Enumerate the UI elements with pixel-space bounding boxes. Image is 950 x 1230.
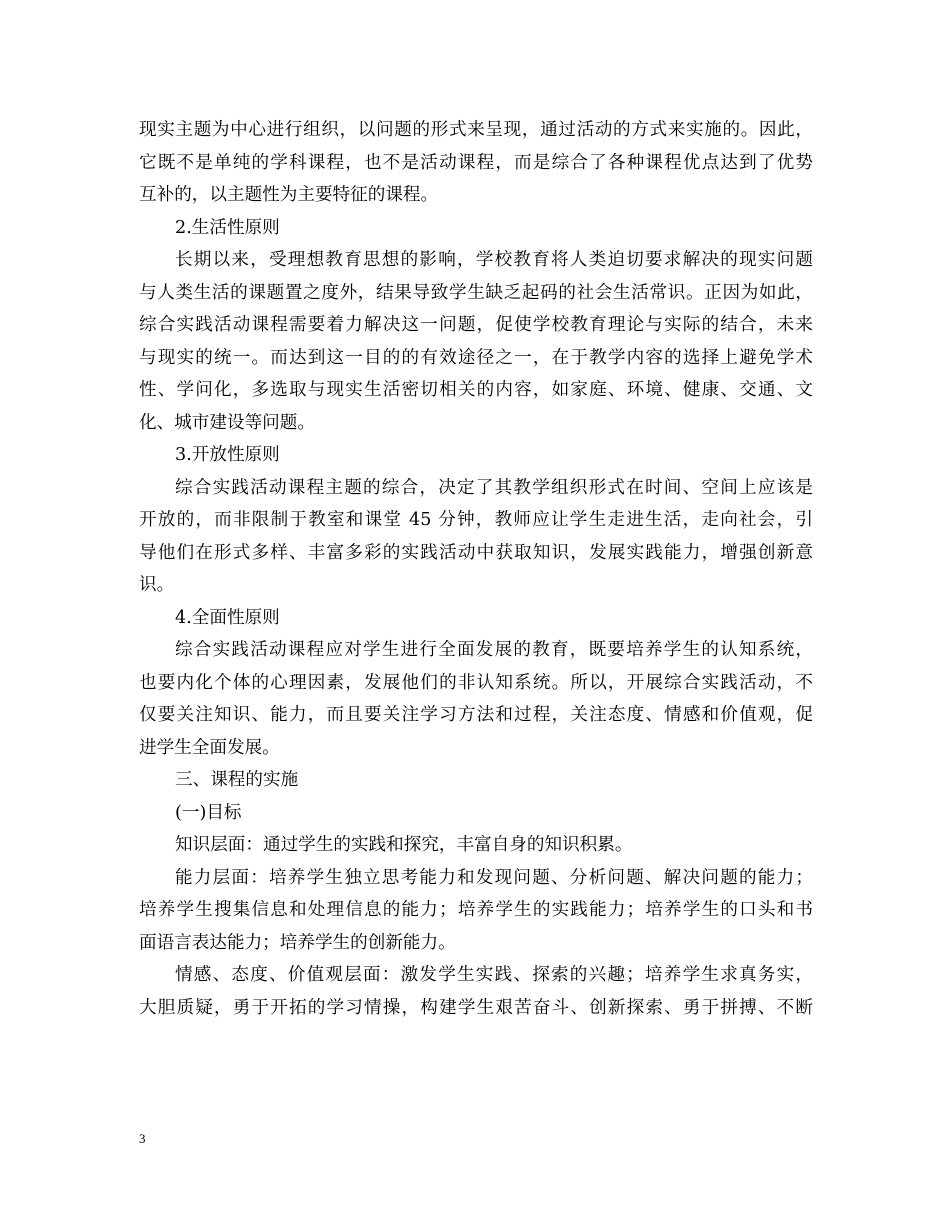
text-line: 与现实的统一。而达到这一目的的有效途径之一，在于教学内容的选择上避免学术 bbox=[139, 347, 813, 368]
text-line: 情感、态度、价值观层面：激发学生实践、探索的兴趣；培养学生求真务实， bbox=[175, 965, 813, 985]
text-line: 3.开放性原则 bbox=[175, 445, 280, 465]
text-line: 性、学问化，多选取与现实生活密切相关的内容，如家庭、环境、健康、交通、文 bbox=[139, 380, 813, 400]
text-line: 开放的，而非限制于教室和课堂 45 分钟，教师应让学生走进生活，走向社会，引 bbox=[139, 510, 813, 530]
text-line: (一)目标 bbox=[175, 802, 242, 823]
text-line: 知识层面：通过学生的实践和探究，丰富自身的知识积累。 bbox=[175, 835, 633, 855]
text-line: 综合实践活动课程需要着力解决这一问题，促使学校教育理论与实际的结合，未来 bbox=[139, 315, 813, 335]
text-line: 现实主题为中心进行组织，以问题的形式来呈现，通过活动的方式来实施的。因此， bbox=[139, 120, 813, 140]
text-line: 与人类生活的课题置之度外，结果导致学生缺乏起码的社会生活常识。正因为如此， bbox=[139, 282, 813, 303]
text-line: 它既不是单纯的学科课程，也不是活动课程，而是综合了各种课程优点达到了优势 bbox=[139, 152, 813, 173]
text-line: 识。 bbox=[139, 575, 175, 595]
text-line: 互补的，以主题性为主要特征的课程。 bbox=[139, 185, 439, 205]
text-line: 也要内化个体的心理因素，发展他们的非认知系统。所以，开展综合实践活动，不 bbox=[139, 672, 813, 693]
page-number: 3 bbox=[139, 1131, 146, 1146]
document-body bbox=[139, 114, 813, 1024]
text-line: 2.生活性原则 bbox=[175, 217, 280, 238]
text-line: 化、城市建设等问题。 bbox=[139, 412, 315, 433]
text-line: 大胆质疑，勇于开拓的学习情操，构建学生艰苦奋斗、创新探索、勇于拼搏、不断 bbox=[139, 997, 813, 1018]
text-line: 导他们在形式多样、丰富多彩的实践活动中获取知识，发展实践能力，增强创新意 bbox=[139, 542, 813, 563]
text-line: 三、课程的实施 bbox=[175, 770, 299, 790]
text-line: 能力层面：培养学生独立思考能力和发现问题、分析问题、解决问题的能力； bbox=[175, 867, 813, 888]
text-line: 培养学生搜集信息和处理信息的能力；培养学生的实践能力；培养学生的口头和书 bbox=[139, 900, 813, 920]
text-line: 面语言表达能力；培养学生的创新能力。 bbox=[139, 932, 456, 953]
text-line: 综合实践活动课程主题的综合，决定了其教学组织形式在时间、空间上应该是 bbox=[175, 477, 813, 498]
text-line: 仅要关注知识、能力，而且要关注学习方法和过程，关注态度、情感和价值观，促 bbox=[139, 705, 813, 725]
text-line: 4.全面性原则 bbox=[175, 607, 280, 628]
text-line: 综合实践活动课程应对学生进行全面发展的教育，既要培养学生的认知系统， bbox=[175, 640, 813, 660]
text-line: 进学生全面发展。 bbox=[139, 737, 280, 758]
text-line: 长期以来，受理想教育思想的影响，学校教育将人类迫切要求解决的现实问题 bbox=[175, 250, 813, 270]
